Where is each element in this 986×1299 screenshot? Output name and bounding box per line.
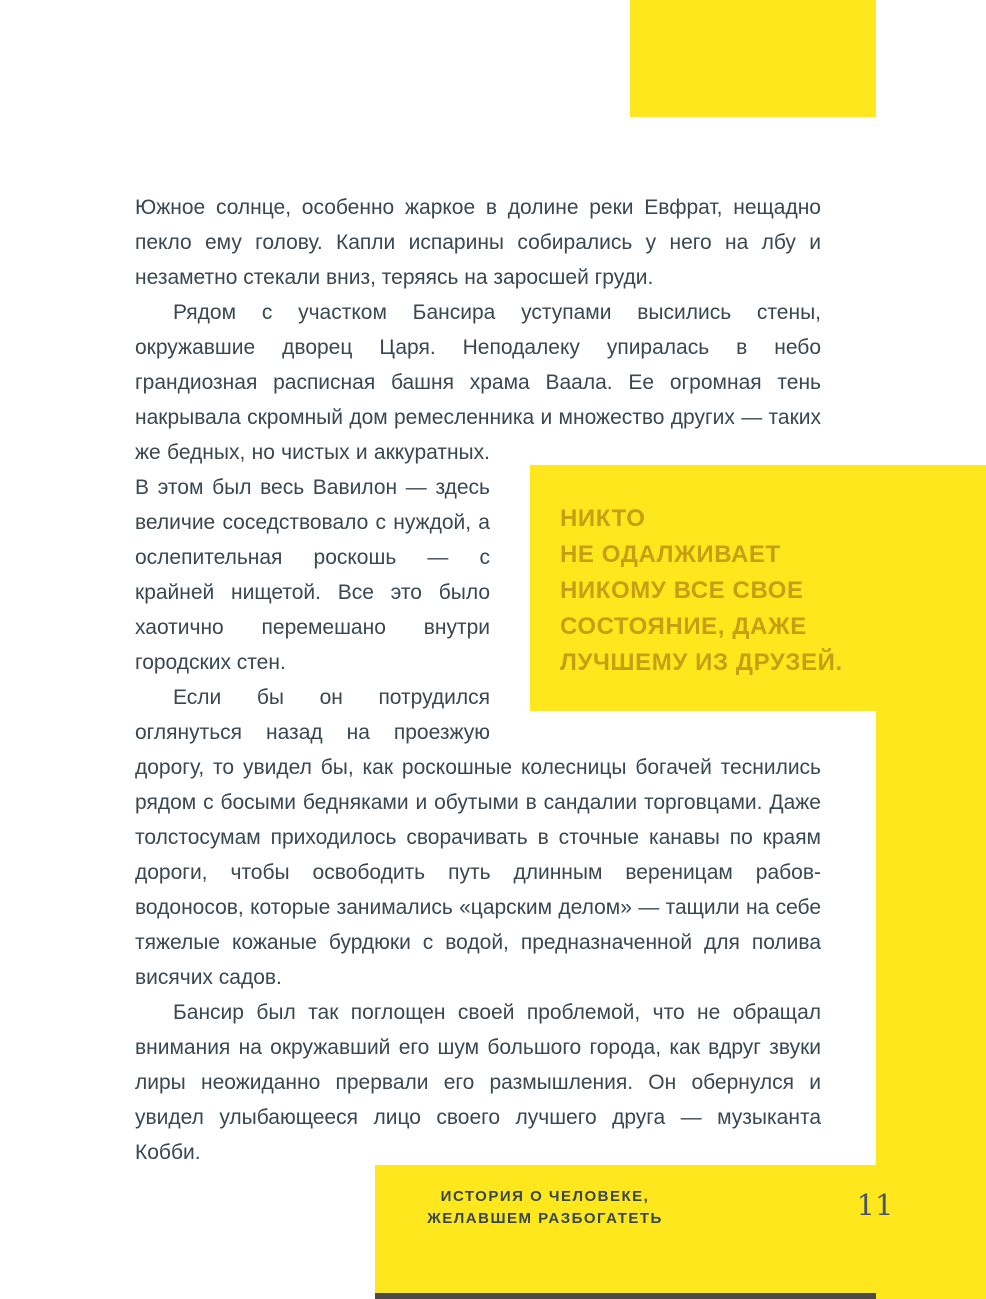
pull-quote-line: ЛУЧШЕМУ ИЗ ДРУЗЕЙ. bbox=[560, 649, 843, 676]
chapter-title-line: ЖЕЛАВШЕМ РАЗБОГАТЕТЬ bbox=[427, 1210, 663, 1227]
chapter-title-line: ИСТОРИЯ О ЧЕЛОВЕКЕ, bbox=[440, 1188, 650, 1205]
yellow-block-top bbox=[630, 0, 876, 117]
pull-quote-line: НИКОМУ ВСЕ СВОЕ bbox=[560, 577, 804, 604]
paragraph: Южное солнце, особенно жаркое в долине реки Евфрат, нещадно пекло ему голову. Капли испарины собирались у него на лбу и незаметно стекали вниз, теряясь на заросшей груди. bbox=[135, 196, 821, 289]
paragraph: Рядом с участком Бансира уступами высились стены, окружавшие дворец Царя. Неподалеку упиралась в небо грандиозная расписная башня храма Ваала. Ее огромная тень накрывала скромный дом ремесленника и множество других — таких же бедных, но чистых и аккуратных. В этом был весь Вавилон — здесь величие соседствовало с нуждой, а ослепительная роскошь — с крайней нищетой. Все это было хаотично перемешано внутри городских стен. bbox=[135, 301, 821, 674]
body-text bbox=[135, 190, 821, 1170]
page-number: 11 bbox=[856, 1188, 894, 1222]
pull-quote-line: НИКТО bbox=[560, 505, 646, 532]
pull-quote-line: НЕ ОДАЛЖИВАЕТ bbox=[560, 541, 781, 568]
paragraph: Бансир был так поглощен своей проблемой, что не обращал внимания на окружавший его шум большого города, как вдруг звуки лиры неожиданно прервали его размышления. Он обернулся и увидел улыбающееся лицо своего лучшего друга — музыканта Кобби. bbox=[135, 1001, 821, 1164]
float-spacer bbox=[490, 435, 821, 749]
paragraph: Если бы он потрудился оглянуться назад на проезжую дорогу, то увидел бы, как роскошные колесницы богачей теснились рядом с босыми бедняками и обутыми в сандалии торговцами. Даже толстосумам приходилось сворачивать в сточные канавы по краям дороги, чтобы освободить путь длинным вереницам рабов-водоносов, которые занимались «царским делом» — тащили на себе тяжелые кожаные бурдюки с водой, предназначенной для полива висячих садов. bbox=[135, 686, 821, 989]
page-bottom-edge bbox=[375, 1293, 876, 1299]
yellow-strip-right bbox=[876, 465, 986, 1299]
running-footer bbox=[380, 1186, 710, 1230]
pull-quote-line: СОСТОЯНИЕ, ДАЖЕ bbox=[560, 613, 807, 640]
